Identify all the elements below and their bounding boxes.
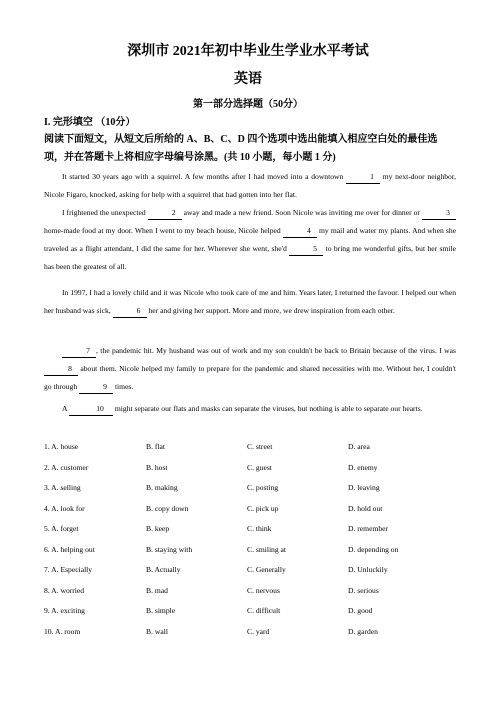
option-row (44, 565, 464, 586)
option-c[interactable]: C. guest (247, 462, 272, 472)
section-instructions: 阅读下面短文，从短文后所给的 A、B、C、D 四个选项中选出能填入相应空白处的最佳选项，并在答题卡上将相应字母编号涂黑。(共 10 小题，每小题 1 分) (44, 134, 438, 163)
option-c[interactable]: C. pick up (247, 503, 279, 513)
option-b[interactable]: B. mad (146, 585, 168, 595)
option-a[interactable]: 4. A. look for (44, 503, 85, 513)
option-c[interactable]: C. yard (247, 626, 270, 636)
passage-text: I frightened the unexpected (62, 208, 146, 217)
option-d[interactable]: D. leaving (348, 483, 380, 492)
answer-options (44, 442, 464, 647)
option-a[interactable]: 2. A. customer (44, 462, 89, 472)
passage-text: It started 30 years ago with a squirrel. A few months after I had moved into a downtown (62, 172, 344, 181)
option-c[interactable]: C. street (247, 442, 273, 451)
passage-text: about them. Nicole helped my family to prepare for the pandemic and shared necessities with me. Without her, I couldn't go through (44, 364, 456, 391)
option-c[interactable]: C. nervous (247, 585, 280, 595)
option-row (44, 504, 464, 525)
option-c[interactable]: C. think (247, 524, 272, 533)
blank-7[interactable]: 7 (62, 345, 96, 358)
option-b[interactable]: B. keep (146, 524, 170, 533)
option-c[interactable]: C. posting (247, 483, 279, 492)
option-a[interactable]: 10. A. room (44, 626, 81, 636)
option-row (44, 586, 464, 607)
option-a[interactable]: 3. A. selling (44, 483, 81, 492)
blank-5[interactable]: 5 (289, 243, 323, 256)
section-heading: I. 完形填空 （10分） (44, 117, 136, 128)
blank-2[interactable]: 2 (148, 207, 182, 220)
option-row (44, 524, 464, 545)
option-b[interactable]: B. copy down (146, 503, 189, 513)
option-c[interactable]: C. difficult (247, 606, 281, 615)
option-b[interactable]: B. wall (146, 626, 168, 636)
blank-8[interactable]: 8 (44, 363, 78, 376)
option-row (44, 627, 464, 648)
passage-paragraph-2 (44, 204, 456, 276)
option-c[interactable]: C. smiling at (247, 544, 287, 554)
passage-text: my next-door neighbor, Nicole Figaro, knocked, asking for help with a squirrel that had gotten into her flat. (44, 172, 456, 199)
option-d[interactable]: D. hold out (348, 503, 383, 513)
option-d[interactable]: D. depending on (348, 544, 399, 554)
option-b[interactable]: B. Actually (146, 565, 181, 574)
option-row (44, 483, 464, 504)
blank-10[interactable]: 10 (69, 403, 113, 416)
option-row (44, 545, 464, 566)
passage-text: to bring me wonderful gifts, but her smile has been the greatest of all. (44, 244, 456, 271)
option-a[interactable]: 1. A. house (44, 442, 79, 451)
passage-text: my mail and water my plants. And when she traveled as a flight attendant, I did the same for her. Wherever she went, she'd (44, 226, 457, 253)
passage-text: times. (114, 382, 134, 391)
option-c[interactable]: C. Generally (247, 565, 286, 574)
passage-text: away and made a new friend. Soon Nicole was inviting me over for dinner or (183, 208, 420, 217)
option-row (44, 442, 464, 463)
option-row (44, 606, 464, 627)
option-d[interactable]: D. garden (348, 626, 378, 636)
option-d[interactable]: D. serious (348, 585, 379, 595)
subject-title: 英语 (234, 72, 262, 87)
passage-text: might separate our flats and masks can separate the viruses, but nothing is able to separate our hearts. (114, 404, 423, 413)
blank-3[interactable]: 3 (422, 207, 456, 220)
passage-paragraph-3 (44, 284, 456, 320)
option-a[interactable]: 9. A. exciting (44, 606, 85, 615)
passage-text: In 1997, I had a lovely child and it was Nicole who took care of me and him. Years later, I returned the favour. I helped out when her husband was sick, (44, 288, 456, 315)
part-heading: 第一部分选择题（50分） (193, 99, 303, 110)
blank-1[interactable]: 1 (346, 171, 380, 184)
option-d[interactable]: D. enemy (348, 462, 378, 472)
passage-text: A (62, 404, 68, 413)
option-a[interactable]: 7. A. Especially (44, 565, 93, 574)
option-d[interactable]: D. remember (348, 524, 389, 533)
passage-paragraph-5 (44, 400, 456, 418)
option-b[interactable]: B. host (146, 462, 168, 472)
blank-9[interactable]: 9 (79, 381, 113, 394)
passage-paragraph-4 (44, 342, 456, 396)
option-b[interactable]: B. making (146, 483, 178, 492)
passage-text: , the pandemic hit. My husband was out of work and my son couldn't be back to Britain because of the virus. I was (96, 346, 456, 355)
passage-text: her and giving her support. More and more, we drew inspiration from each other. (148, 306, 395, 315)
option-a[interactable]: 5. A. forget (44, 524, 79, 533)
option-d[interactable]: D. good (348, 606, 373, 615)
passage-text: home-made food at my door. When I went to my beach house, Nicole helped (44, 226, 281, 235)
blank-4[interactable]: 4 (283, 225, 317, 238)
option-d[interactable]: D. Unluckily (348, 565, 388, 574)
option-b[interactable]: B. staying with (146, 544, 193, 554)
option-d[interactable]: D. area (348, 442, 370, 451)
option-row (44, 463, 464, 484)
passage-paragraph-1 (44, 168, 456, 204)
option-b[interactable]: B. simple (146, 606, 176, 615)
option-a[interactable]: 6. A. helping out (44, 544, 95, 554)
option-a[interactable]: 8. A. worried (44, 585, 85, 595)
blank-6[interactable]: 6 (113, 305, 147, 318)
exam-title: 深圳市 2021年初中毕业生学业水平考试 (127, 44, 369, 59)
option-b[interactable]: B. flat (146, 442, 165, 451)
